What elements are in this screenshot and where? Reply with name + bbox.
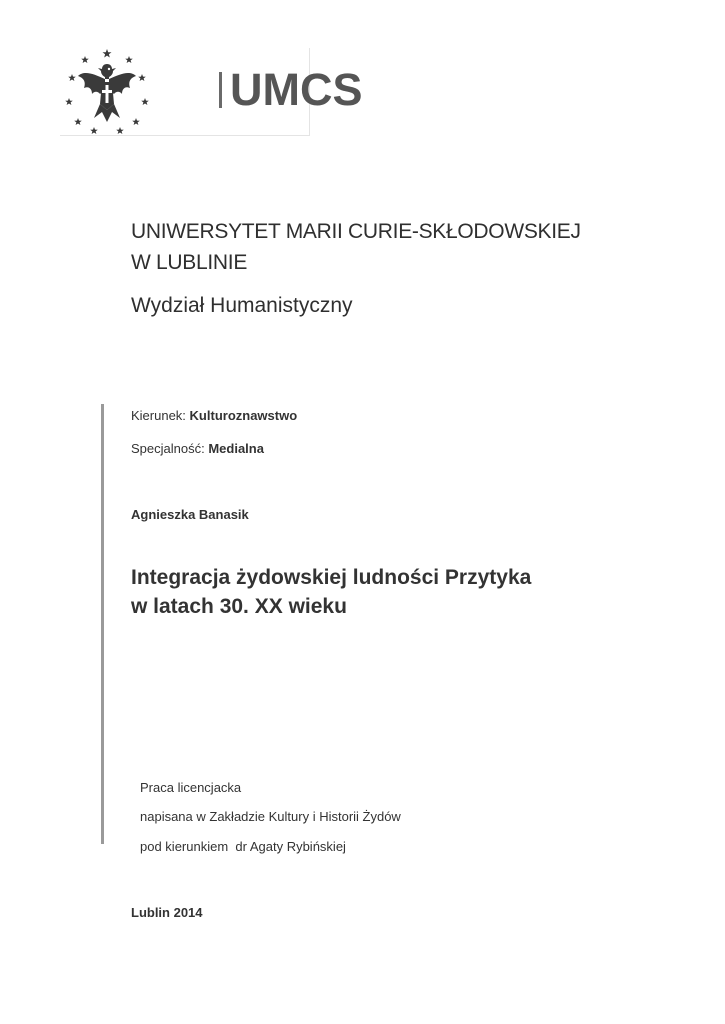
thesis-title: [131, 563, 531, 621]
umcs-logo: [60, 48, 363, 136]
eagle-emblem-icon: [64, 48, 150, 136]
specialty: [131, 441, 264, 457]
specialty-label: Specjalność:: [131, 441, 205, 456]
vertical-accent-line: [101, 404, 104, 844]
specialty-value: Medialna: [208, 441, 264, 456]
logo-wordmark: UMCS: [230, 64, 363, 115]
work-department: napisana w Zakładzie Kultury i Historii Żydów: [140, 809, 401, 824]
field-of-study: [131, 408, 297, 424]
thesis-title-line1: Integracja żydowskiej ludności Przytyka: [131, 566, 532, 589]
place-and-year: Lublin 2014: [131, 905, 203, 920]
field-label: Kierunek:: [131, 408, 186, 423]
university-name-line2: W LUBLINIE: [131, 251, 248, 274]
logo-divider: [219, 72, 222, 108]
work-supervisor: pod kierunkiem dr Agaty Rybińskiej: [140, 839, 346, 854]
field-value: Kulturoznawstwo: [189, 408, 298, 423]
author-name: Agnieszka Banasik: [131, 507, 249, 522]
work-type: Praca licencjacka: [140, 780, 242, 795]
university-name: [131, 216, 581, 278]
faculty-name: Wydział Humanistyczny: [131, 294, 353, 317]
thesis-title-line2: w latach 30. XX wieku: [131, 595, 347, 618]
university-name-line1: UNIWERSYTET MARII CURIE-SKŁODOWSKIEJ: [131, 220, 581, 243]
